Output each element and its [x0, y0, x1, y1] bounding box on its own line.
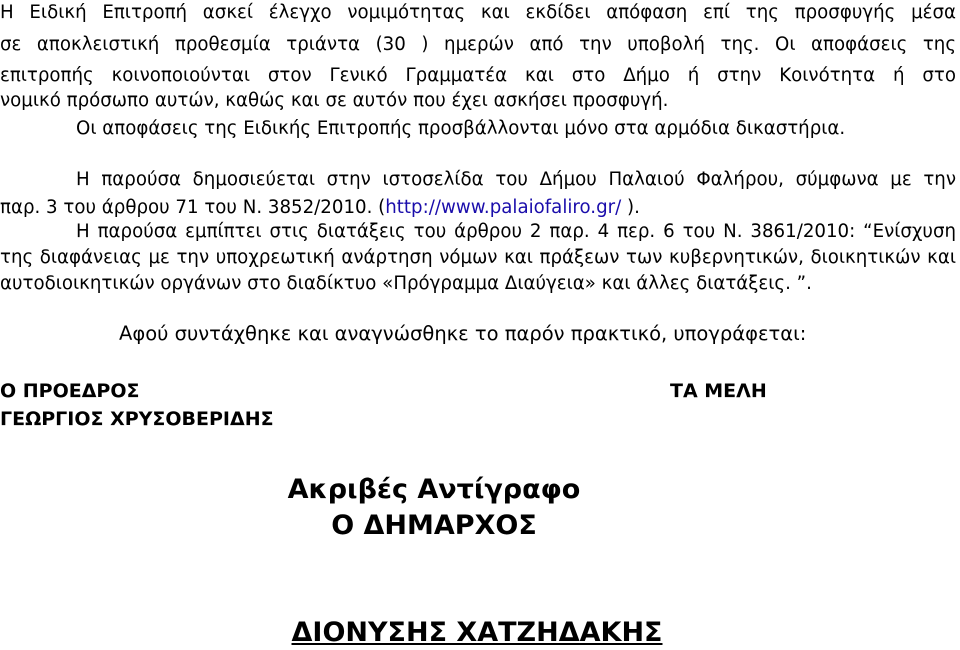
publication-line2: [0, 196, 640, 220]
members-title: ΤΑ ΜΕΛΗ: [670, 380, 767, 402]
effect-line1: Η παρούσα εμπίπτει στις διατάξεις του άρθρου 2 παρ. 4 περ. 6 του Ν. 3861/2010: “Ενίσχυση: [76, 221, 956, 242]
paragraph1-line2: σε αποκλειστική προθεσμία τριάντα (30 ) ημερών από την υποβολή της. Οι αποφάσεις της: [0, 34, 956, 55]
publication-text: παρ. 3 του άρθρου 71 του Ν. 3852/2010. (: [0, 197, 386, 218]
closing-statement: Αφού συντάχθηκε και αναγνώσθηκε το παρόν πρακτικό, υπογράφεται:: [119, 322, 807, 345]
certification-title: Ακριβές Αντίγραφο: [287, 474, 581, 505]
president-name: ΓΕΩΡΓΙΟΣ ΧΡΥΣΟΒΕΡΙΔΗΣ: [0, 408, 274, 430]
mayor-name: ΔΙΟΝΥΣΗΣ ΧΑΤΖΗΔΑΚΗΣ: [291, 617, 663, 648]
effect-line2: της διαφάνειας με την υποχρεωτική ανάρτηση νόμων και πράξεων των κυβερνητικών, διοικητικών και: [0, 247, 956, 268]
president-title: Ο ΠΡΟΕΔΡΟΣ: [0, 380, 140, 402]
website-link[interactable]: http://www.palaiofaliro.gr/: [385, 197, 622, 218]
publication-suffix: ).: [621, 197, 640, 218]
paragraph1-line1: Η Ειδική Επιτροπή ασκεί έλεγχο νομιμότητας και εκδίδει απόφαση επί της προσφυγής μέσα: [0, 2, 956, 23]
publication-line1: Η παρούσα δημοσιεύεται στην ιστοσελίδα του Δήμου Παλαιού Φαλήρου, σύμφωνα με την: [76, 169, 956, 190]
paragraph2: Οι αποφάσεις της Ειδικής Επιτροπής προσβάλλονται μόνο στα αρμόδια δικαστήρια.: [76, 118, 846, 139]
paragraph1-line4: νομικό πρόσωπο αυτών, καθώς και σε αυτόν που έχει ασκήσει προσφυγή.: [0, 90, 669, 111]
mayor-title: Ο ΔΗΜΑΡΧΟΣ: [331, 510, 537, 541]
paragraph1-line3: επιτροπής κοινοποιούνται στον Γενικό Γραμματέα και στο Δήμο ή στην Κοινότητα ή στο: [0, 65, 956, 86]
effect-line3: αυτοδιοικητικών οργάνων στο διαδίκτυο «Πρόγραμμα Διαύγεια» και άλλες διατάξεις. ”.: [0, 273, 812, 294]
